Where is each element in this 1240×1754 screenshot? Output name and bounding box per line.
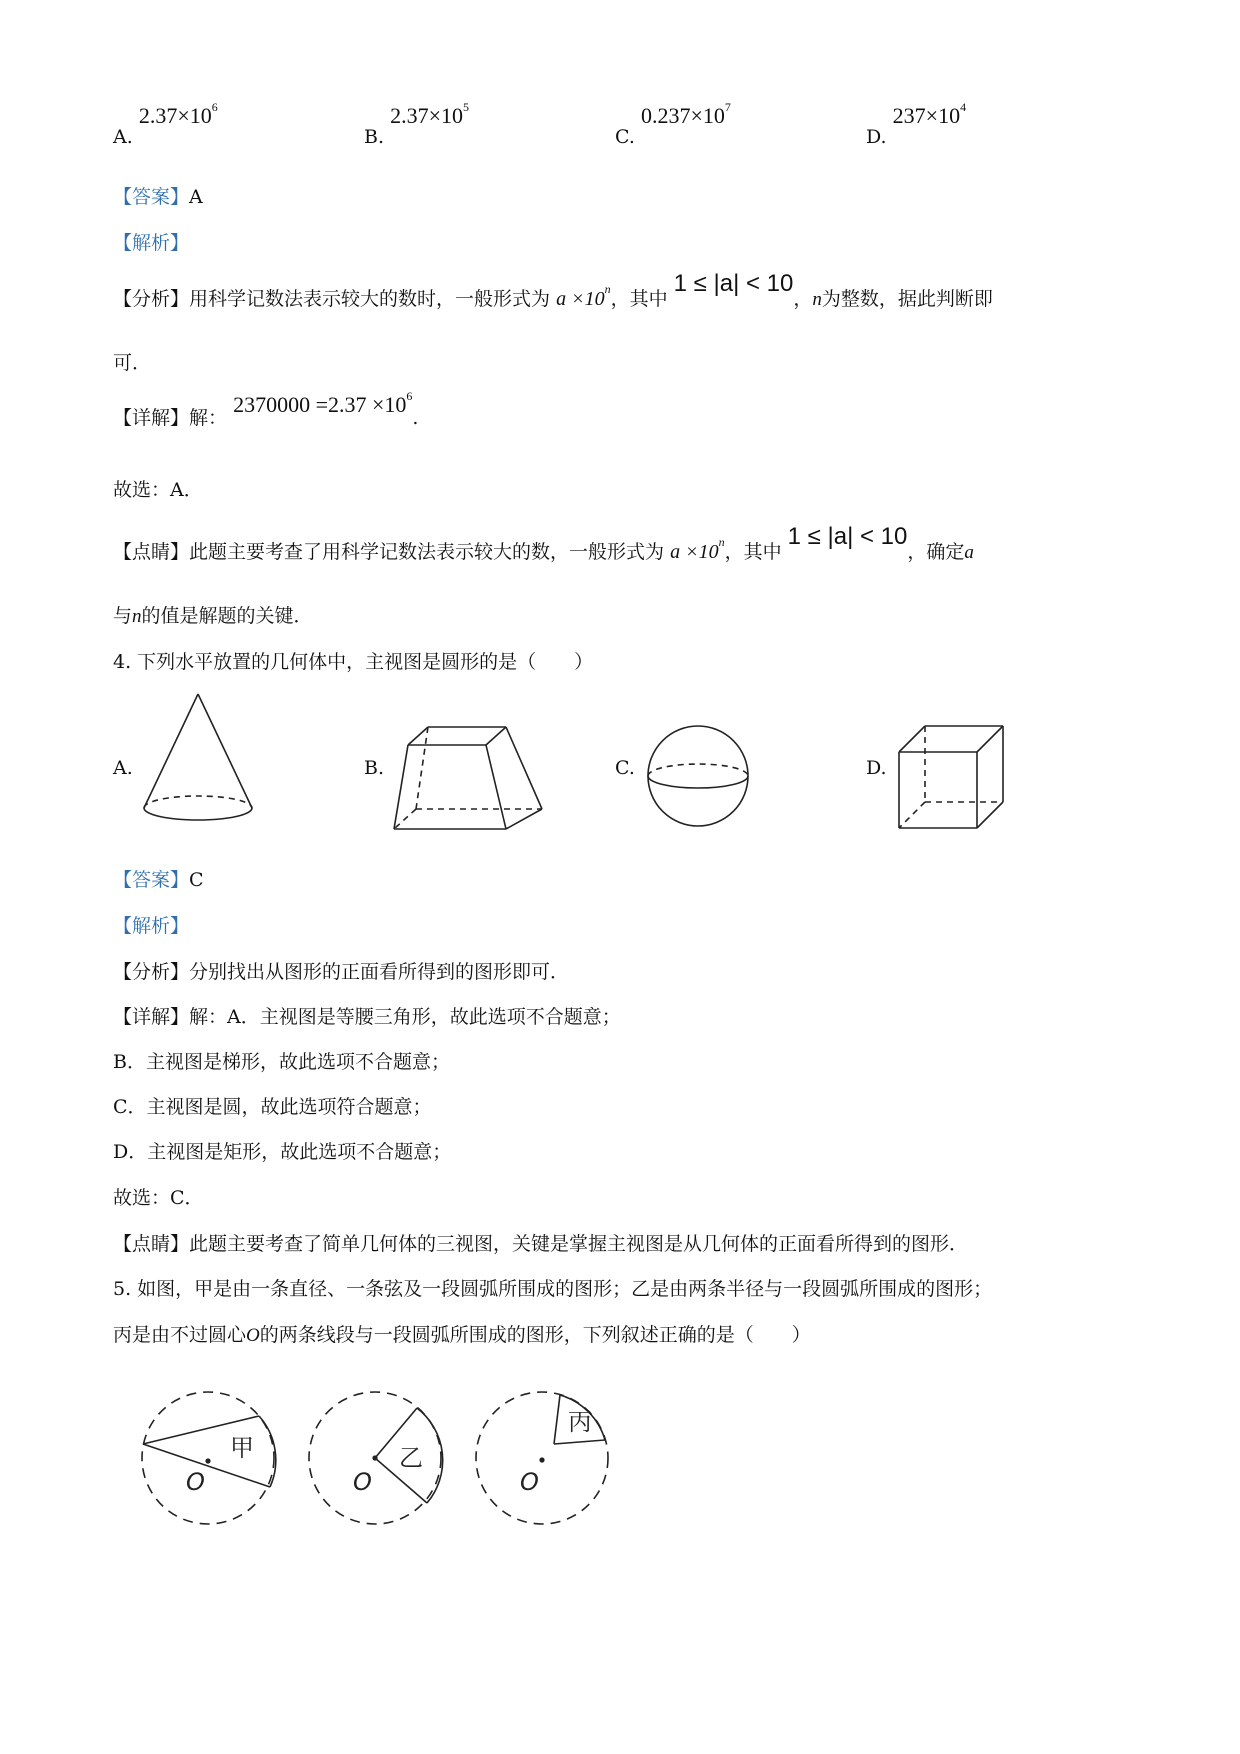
q3-option-a [113, 99, 218, 148]
q5-line2: 丙是由不过圆心O的两条线段与一段圆弧所围成的图形，下列叙述正确的是（ ） [113, 1324, 811, 1346]
option-value: $2.37\times 10^6$ [138, 99, 218, 128]
q4-question: 4. 下列水平放置的几何体中，主视图是圆形的是（ ） [113, 651, 594, 673]
q3-answer [113, 182, 203, 209]
q4-option-letter-c: C. [615, 757, 635, 779]
q3-analysis-label: 【解析】 [113, 232, 190, 254]
circle-figure-bing [470, 1378, 620, 1548]
answer-value: C [189, 869, 204, 891]
jia-label: 甲 [230, 1434, 254, 1462]
cube-figure [895, 722, 1015, 842]
option-value: $2.37\times 10^5$ [390, 99, 469, 128]
q4-line-b: B．主视图是梯形，故此选项不合题意； [113, 1051, 450, 1073]
q4-line-d: D．主视图是矩形，故此选项不合题意； [113, 1141, 452, 1163]
sphere-figure [645, 723, 755, 833]
center-o-label: O [520, 1468, 539, 1496]
q3-dianjing: 【点睛】此题主要考查了用科学记数法表示较大的数，一般形式为 $a \times 10^n$，其中 1 ≤ |a| < 10，确定a [113, 523, 974, 563]
q3-guxuan: 故选：A． [113, 479, 203, 501]
q5-line1: 5. 如图，甲是由一条直径、一条弦及一段圆弧所围成的图形；乙是由两条半径与一段圆弧所围成的图形； [113, 1278, 993, 1300]
q4-xiangjie: 【详解】解：A．主视图是等腰三角形，故此选项不合题意； [113, 1006, 621, 1028]
frustum-figure [390, 723, 550, 843]
yi-label: 乙 [399, 1444, 423, 1472]
xiangjie-label: 【详解】 [113, 407, 190, 429]
answer-label: 【答案】 [113, 869, 190, 891]
bing-label: 丙 [568, 1408, 592, 1436]
q4-option-letter-d: D. [866, 757, 887, 779]
fenxi-label: 【分析】 [113, 288, 190, 310]
dianjing-label: 【点睛】 [113, 541, 190, 563]
q3-xiangjie: 【详解】解： $2370000 =2.37 \times 10^6$. [113, 388, 419, 429]
option-value: $237\times 10^4$ [892, 99, 967, 128]
q4-line-c: C．主视图是圆，故此选项符合题意； [113, 1096, 432, 1118]
option-letter: A. [113, 126, 133, 148]
circle-figure-yi [303, 1378, 453, 1548]
q4-dianjing: 【点睛】此题主要考查了简单几何体的三视图，关键是掌握主视图是从几何体的正面看所得到的图形． [113, 1233, 969, 1255]
q4-option-letter-b: B. [364, 757, 385, 779]
q4-option-letter-a: A. [113, 757, 133, 779]
circle-figure-jia [136, 1378, 286, 1548]
dianjing-inequality: 1 ≤ |a| < 10 [787, 523, 908, 550]
q3-fenxi: 【分析】用科学记数法表示较大的数时，一般形式为 $a \times 10^n$，其中 1 ≤ |a| < 10，n为整数，据此判断即 [113, 270, 993, 310]
answer-label: 【答案】 [113, 186, 190, 208]
option-letter: C. [615, 126, 635, 148]
center-o-label: O [353, 1468, 372, 1496]
center-o-label: O [186, 1468, 205, 1496]
q3-fenxi-cont: 可． [113, 352, 152, 374]
q3-dianjing-cont: 与n的值是解题的关键． [113, 605, 313, 627]
q4-fenxi: 【分析】分别找出从图形的正面看所得到的图形即可． [113, 961, 570, 983]
q4-analysis-label: 【解析】 [113, 915, 190, 937]
q3-option-c [615, 99, 731, 148]
fenxi-inequality: 1 ≤ |a| < 10 [673, 270, 794, 297]
q4-guxuan: 故选：C． [113, 1187, 204, 1209]
xiangjie-math: $2370000 =2.37 \times 10^6$ [233, 388, 413, 417]
answer-value: A [189, 186, 203, 208]
q3-option-d [866, 99, 967, 148]
option-letter: D. [866, 126, 887, 148]
option-value: $0.237\times 10^7$ [640, 99, 731, 128]
q3-option-b [364, 99, 469, 148]
q4-answer [113, 865, 204, 892]
cone-figure [140, 690, 260, 830]
option-letter: B. [364, 126, 385, 148]
fenxi-math: $a \times 10^n$ [556, 282, 611, 310]
